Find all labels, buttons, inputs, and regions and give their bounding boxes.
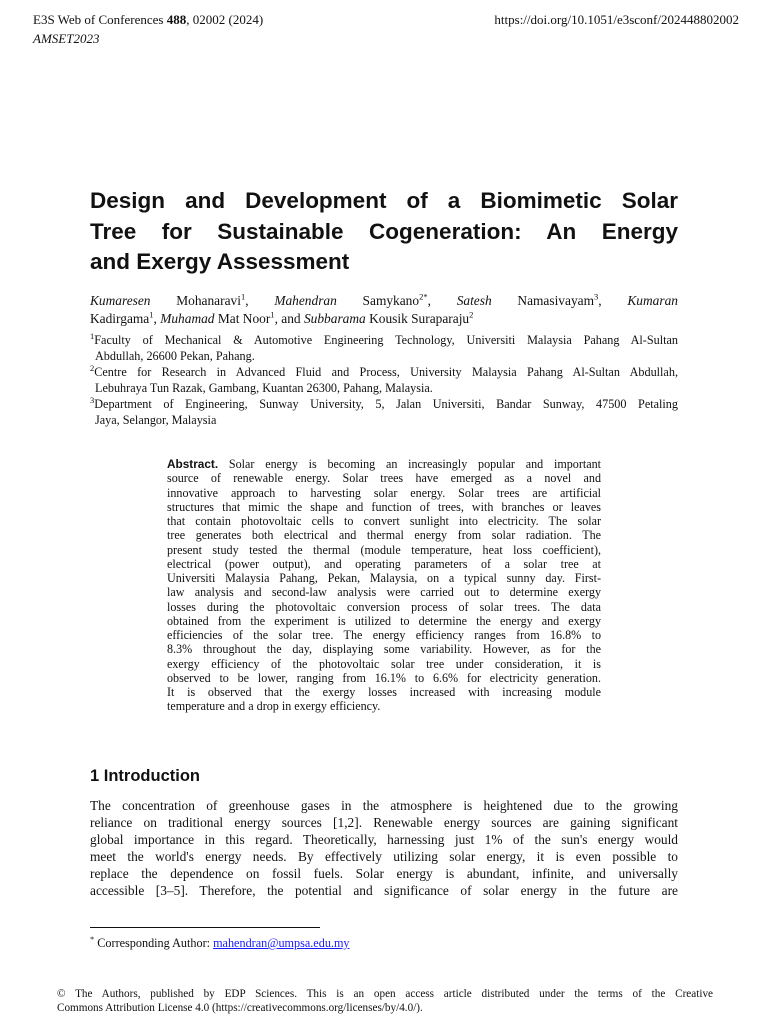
author-given-name: Muhamad: [160, 311, 215, 326]
body-line: accessible [3–5]. Therefore, the potential and significance of solar energy in the future are: [90, 882, 678, 898]
abstract-line: It is observed that the exergy losses increased with increasing module: [167, 685, 601, 699]
author-given-name: Kumaresen: [90, 293, 151, 308]
introduction-paragraph: [90, 798, 678, 899]
title-line: Design and Development of a Biomimetic Solar: [90, 188, 678, 213]
footnote-mark: *: [90, 933, 95, 944]
author-affiliation-mark: 1: [240, 291, 246, 302]
author-given-name: Subbarama: [303, 311, 366, 326]
abstract-text: Solar energy is becoming an increasingly popular and important: [218, 457, 601, 471]
author-given-name: Satesh: [456, 293, 492, 308]
abstract-line: structures that mimic the shape and function of trees, with branches or leaves: [167, 499, 601, 514]
abstract-line: innovative approach to harvesting solar energy. Solar trees are artificial: [167, 485, 601, 500]
body-line: reliance on traditional energy sources [1,2]. Renewable energy sources are gaining significant: [90, 814, 678, 830]
affiliation-text: Faculty of Mechanical & Automotive Engineering Technology, Universiti Malaysia Pahang Al-Sultan: [94, 333, 678, 347]
affiliation-list: [90, 332, 678, 428]
abstract-line: losses during the photovoltaic conversion process of solar trees. The data: [167, 599, 601, 614]
author-family-name: Samykano: [362, 293, 420, 308]
author-given-name: Kumaran: [627, 293, 678, 308]
author-family-name: Kadirgama: [90, 311, 150, 326]
affiliation-line: [90, 332, 678, 348]
abstract-line: 8.3% throughout the day, displaying some variability. However, as for the: [167, 642, 601, 657]
author-separator: ,: [427, 293, 457, 308]
abstract-label: Abstract.: [167, 457, 219, 471]
author-separator: ,: [153, 311, 161, 326]
journal-citation: [33, 12, 263, 28]
affiliation-line: [90, 364, 678, 380]
author-family-name: Namasivayam: [517, 293, 595, 308]
abstract-line: tree generates both electrical and thermal energy from solar radiation. The: [167, 528, 601, 543]
affiliation-line: Lebuhraya Tun Razak, Gambang, Kuantan 26300, Pahang, Malaysia.: [95, 381, 433, 395]
body-line: The concentration of greenhouse gases in the atmosphere is heightened due to the growing: [90, 798, 678, 813]
affiliation-number: 3: [90, 394, 95, 405]
author-family-name: Mohanaravi: [176, 293, 241, 308]
author-affiliation-mark: 1: [270, 309, 275, 320]
author-separator: ,: [598, 293, 628, 308]
author-family-name: Kousik Suraparaju: [369, 311, 470, 326]
author-affiliation-mark: 1: [149, 309, 154, 320]
title-line: and Exergy Assessment: [90, 249, 350, 274]
footnote: [90, 935, 350, 951]
author-affiliation-mark: 2*: [419, 291, 428, 302]
abstract-line: law analysis and second-law analysis were carried out to determine exergy: [167, 585, 601, 600]
affiliation: [90, 332, 678, 364]
abstract-line: that contain photovoltaic cells to convert sunlight into electricity. The solar: [167, 514, 601, 528]
abstract: [167, 457, 601, 714]
affiliation-line: Abdullah, 26600 Pekan, Pahang.: [95, 349, 255, 363]
author-line: [90, 292, 678, 310]
abstract-line: obtained from the experiment is utilized to determine the energy and exergy: [167, 613, 601, 628]
affiliation-number: 2: [90, 362, 95, 373]
author-separator: , and: [274, 311, 304, 326]
section-heading: 1 Introduction: [90, 767, 200, 785]
doi-link[interactable]: https://doi.org/10.1051/e3sconf/202448802002: [494, 12, 739, 27]
author-list: [90, 292, 678, 328]
abstract-line: observed to be lower, ranging from 16.1% to 6.6% for electricity generation.: [167, 670, 601, 685]
abstract-line: source of renewable energy. Solar trees have emerged as a novel and: [167, 471, 601, 486]
abstract-line: exergy efficiency of the photovoltaic solar tree under consideration, it is: [167, 656, 601, 671]
abstract-line: electrical (power output), and operating parameters of a solar tree at: [167, 556, 601, 571]
abstract-line: Universiti Malaysia Pahang, Pekan, Malaysia, on a typical sunny day. First-: [167, 571, 601, 585]
license-line: Commons Attribution License 4.0 (https://creativecommons.org/licenses/by/4.0/).: [57, 1001, 423, 1014]
abstract-line: temperature and a drop in exergy efficiency.: [167, 699, 381, 714]
affiliation-line: Jaya, Selangor, Malaysia: [95, 413, 217, 427]
journal-volume: 488: [166, 12, 187, 27]
affiliation-text: Department of Engineering, Sunway University, 5, Jalan Universiti, Bandar Sunway, 47500 Petaling: [94, 397, 678, 411]
abstract-line: [167, 457, 601, 471]
footnote-divider: [90, 927, 320, 928]
author-affiliation-mark: 3: [594, 291, 599, 302]
body-line: replace the dependence on fossil fuels. Solar energy is abundant, infinite, and universally: [90, 865, 678, 881]
author-separator: ,: [245, 293, 275, 308]
affiliation-line: [90, 396, 678, 412]
body-line: meet the world's energy needs. By effectively utilizing solar energy, it is even possible to: [90, 848, 678, 864]
affiliation: [90, 364, 678, 396]
body-line: global importance in this regard. Theoretically, harnessing just 1% of the sun's energy would: [90, 831, 678, 847]
license-line: © The Authors, published by EDP Sciences. This is an open access article distributed under the terms of the Creative: [57, 988, 713, 1000]
affiliation-number: 1: [90, 330, 95, 341]
abstract-line: efficiencies of the solar tree. The energy efficiency ranges from 16.8% to: [167, 628, 601, 642]
affiliation-text: Centre for Research in Advanced Fluid and Process, University Malaysia Pahang Al-Sultan Abdullah,: [94, 365, 678, 379]
author-affiliation-mark: 2: [469, 309, 474, 320]
license-notice: [57, 988, 713, 1015]
conference-name: AMSET2023: [33, 31, 100, 46]
author-family-name: Mat Noor: [217, 311, 271, 326]
journal-name: E3S Web of Conferences: [33, 12, 167, 27]
corresponding-author-email-link[interactable]: mahendran@umpsa.edu.my: [213, 936, 350, 950]
author-given-name: Mahendran: [274, 293, 337, 308]
affiliation: [90, 396, 678, 428]
abstract-line: present study tested the thermal (module temperature, heat loss coefficient),: [167, 542, 601, 557]
title-line: Tree for Sustainable Cogeneration: An Energy: [90, 218, 678, 244]
paper-title: [90, 186, 678, 278]
author-line: [90, 310, 678, 328]
journal-article: , 02002 (2024): [186, 12, 264, 27]
footnote-label: Corresponding Author:: [94, 936, 214, 950]
